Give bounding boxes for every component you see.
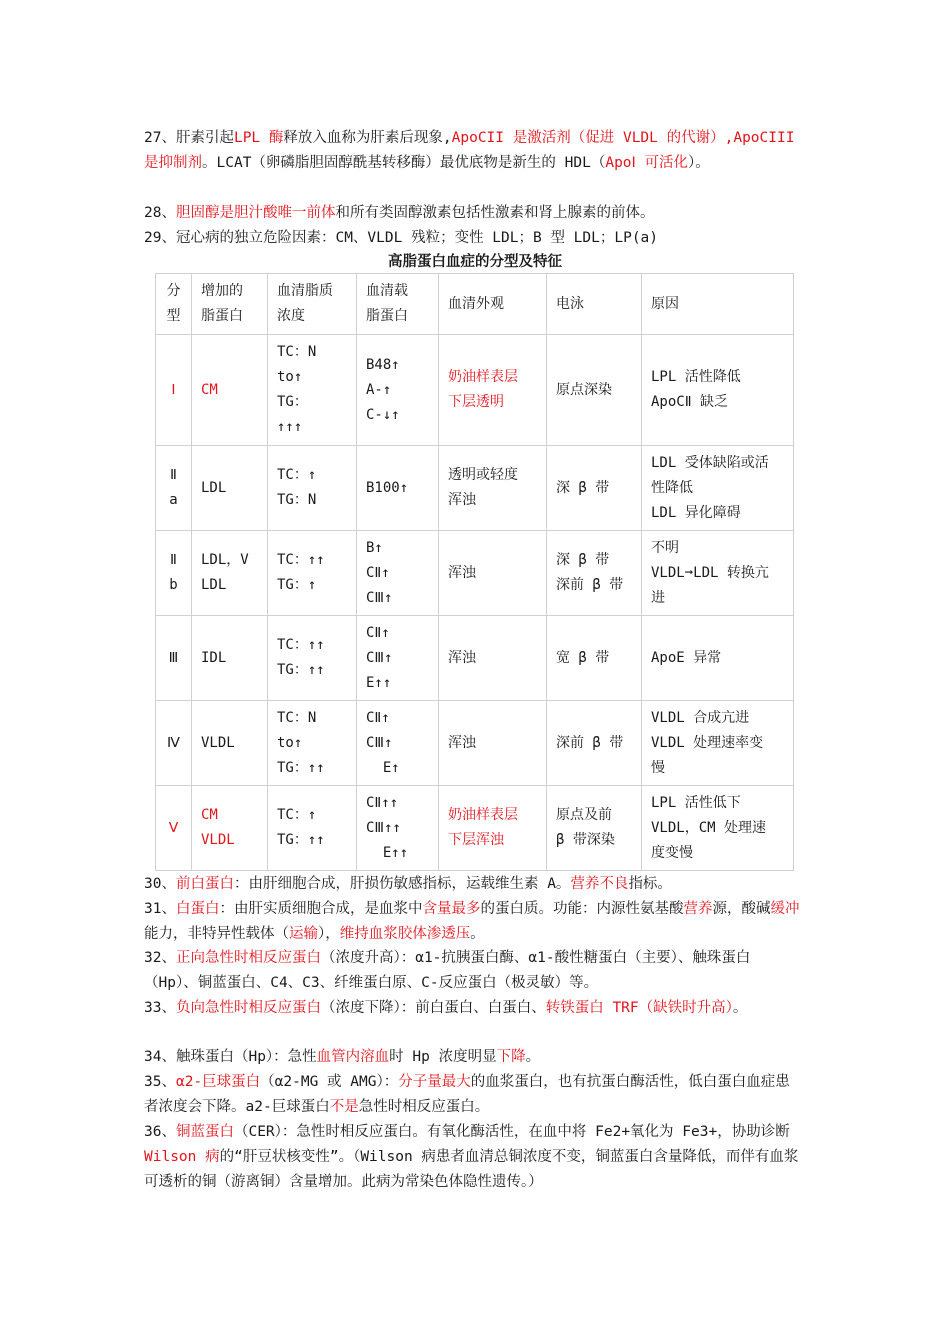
table-caption: 高脂蛋白血症的分型及特征	[388, 254, 562, 270]
paragraph-35	[144, 1070, 800, 1120]
header-text: 分	[166, 283, 181, 299]
cell-text: CⅡ↑	[366, 564, 390, 581]
cell-serum-lipid	[268, 531, 357, 616]
cell-cause	[642, 446, 794, 531]
body-text: 和所有类固醇激素包括性激素和肾上腺素的前体。	[335, 205, 655, 221]
body-text: 的“肝豆状核变性”。（Wilson 病患者血清总铜浓度不变，铜蓝蛋白含量降低，而伴有血浆可透析的铜（游离铜）含量增加。此病为常染色体隐性遗传。）	[144, 1149, 799, 1190]
cell-text: ↑↑↑	[277, 419, 303, 435]
cell-text: 深前 β 带	[556, 577, 624, 593]
header-text: 型	[166, 308, 181, 324]
cell-text: TC：N	[277, 344, 317, 360]
cell-lipoprotein	[192, 616, 268, 701]
cell-text: 下层浑浊	[448, 832, 504, 848]
highlighted-text: 转铁蛋白 TRF（缺铁时升高）	[545, 1000, 733, 1016]
header-apolipoprotein	[357, 274, 439, 335]
header-text: 脂蛋白	[366, 308, 408, 324]
cell-text: CⅢ↑	[366, 734, 393, 751]
cell-text: 度变慢	[651, 844, 693, 861]
cell-appearance	[439, 446, 547, 531]
body-text: 28、	[144, 205, 176, 221]
cell-type	[156, 701, 192, 786]
cell-text: VLDL➞LDL 转换亢	[651, 564, 769, 581]
body-text: 急性时相反应蛋白。	[358, 1099, 490, 1115]
cell-appearance	[439, 531, 547, 616]
body-text: 。LCAT（卵磷脂胆固醇酰基转移酶）最优底物是新生的 HDL（	[202, 155, 606, 171]
header-text: 脂蛋白	[201, 308, 243, 324]
body-text: 时 Hp 浓度明显	[389, 1049, 497, 1065]
cell-text: CⅡ↑	[366, 709, 390, 726]
highlighted-text: 负向急性时相反应蛋白	[175, 1000, 321, 1016]
cell-text: CⅢ↑	[366, 589, 393, 606]
cell-text: TC：↑	[277, 467, 317, 483]
cell-text: 不明	[651, 539, 679, 556]
cell-text: LPL 活性降低	[651, 369, 741, 385]
cell-text: 原点深染	[556, 381, 612, 398]
cell-text: CⅢ↑	[366, 649, 393, 666]
cell-text: B100↑	[366, 479, 409, 496]
cell-text: 透明或轻度	[448, 467, 518, 483]
cell-text: 深 β 带	[556, 552, 610, 568]
header-type	[156, 274, 192, 335]
body-text: ：由肝实质细胞合成，是血浆中	[219, 901, 423, 917]
highlighted-text: 正向急性时相反应蛋白	[175, 950, 321, 966]
cell-text: ApoCⅡ 缺乏	[651, 394, 729, 410]
body-text: 30、	[144, 876, 176, 892]
cell-text: Ⅱ	[170, 552, 177, 568]
body-text: （浓度下降）：前白蛋白、白蛋白、	[320, 1000, 546, 1016]
cell-text: Ⅴ	[168, 819, 179, 836]
cell-text: 浑浊	[448, 734, 476, 751]
highlighted-text: α2-巨球蛋白	[175, 1074, 261, 1090]
cell-electrophoresis	[547, 701, 642, 786]
paragraph-32	[144, 946, 800, 996]
cell-text: Ⅱ	[170, 467, 177, 483]
highlighted-text: 血管内溶血	[316, 1049, 390, 1065]
cell-text: TG：↑↑	[277, 662, 325, 678]
cell-text: LDL 异化障碍	[651, 504, 741, 521]
highlighted-text: 营养不良	[570, 876, 629, 892]
body-text: 指标。	[628, 876, 672, 892]
body-text: 29、冠心病的独立危险因素：CM、VLDL 残粒；变性 LDL；B 型 LDL；LP(a)	[144, 230, 659, 246]
cell-text: b	[169, 577, 178, 593]
cell-text: 宽 β 带	[556, 649, 610, 666]
cell-text: β 带深染	[556, 832, 615, 848]
cell-type	[156, 335, 192, 446]
cell-text: A-↑	[366, 381, 392, 398]
cell-electrophoresis	[547, 616, 642, 701]
hyperlipoproteinemia-table	[155, 273, 794, 871]
cell-text: CM	[201, 807, 218, 823]
body-text: ）。	[688, 155, 710, 171]
cell-text: C-↓↑	[366, 406, 400, 423]
highlighted-text: 铜蓝蛋白	[175, 1124, 234, 1140]
table-row	[156, 446, 794, 531]
body-text: （CER）：急性时相反应蛋白。有氧化酶活性，在血中将 Fe2+氧化为 Fe3+，协助诊断	[233, 1124, 790, 1140]
cell-text: CⅡ↑↑	[366, 794, 399, 811]
body-text: 释放入血称为肝素后现象,	[283, 130, 452, 146]
cell-text: B↑	[366, 539, 383, 556]
header-text: 电泳	[556, 295, 584, 312]
body-text: 。	[470, 926, 485, 942]
highlighted-text: ApoⅠ 可活化	[605, 155, 689, 171]
cell-type	[156, 531, 192, 616]
paragraph-29	[144, 226, 800, 251]
cell-text: a	[169, 492, 178, 508]
table-row	[156, 701, 794, 786]
cell-text: B48↑	[366, 356, 400, 373]
cell-appearance	[439, 701, 547, 786]
paragraph-34	[144, 1045, 800, 1070]
table-row	[156, 335, 794, 446]
cell-text: to↑	[277, 734, 303, 751]
table-row	[156, 616, 794, 701]
cell-text: Ⅳ	[167, 734, 180, 751]
cell-text: VLDL 处理速率变	[651, 734, 764, 751]
cell-text: VLDL	[201, 734, 235, 751]
cell-appearance	[439, 786, 547, 871]
paragraph-27	[144, 126, 800, 176]
header-text: 血清外观	[448, 295, 504, 312]
body-text: 33、	[144, 1000, 176, 1016]
header-text: 增加的	[201, 283, 243, 299]
cell-apolipoprotein	[357, 786, 439, 871]
body-text: 的血浆蛋白，也有抗蛋白酶活性，低白蛋白血症患者浓度会下降。a2-巨球蛋白	[144, 1074, 790, 1115]
cell-serum-lipid	[268, 335, 357, 446]
header-cause	[642, 274, 794, 335]
body-text: ：由肝细胞合成，肝损伤敏感指标，运载维生素 A。	[233, 876, 571, 892]
cell-text: TG：↑↑	[277, 832, 325, 848]
cell-text: VLDL 合成亢进	[651, 709, 750, 726]
cell-text: Ⅰ	[171, 381, 176, 398]
paragraph-28	[144, 201, 800, 226]
cell-lipoprotein	[192, 786, 268, 871]
paragraph-31	[144, 897, 800, 947]
cell-cause	[642, 701, 794, 786]
highlighted-text: 前白蛋白	[175, 876, 234, 892]
cell-text: E↑↑	[366, 674, 392, 691]
header-text: 血清载	[366, 283, 408, 299]
cell-cause	[642, 616, 794, 701]
header-text: 浓度	[277, 308, 305, 324]
cell-text: TC：↑	[277, 807, 317, 823]
cell-apolipoprotein	[357, 616, 439, 701]
body-text: 31、	[144, 901, 176, 917]
cell-type	[156, 786, 192, 871]
cell-apolipoprotein	[357, 701, 439, 786]
paragraph-36	[144, 1120, 800, 1195]
cell-text: E↑	[366, 759, 400, 776]
highlighted-text: Wilson 病	[144, 1149, 220, 1165]
cell-text: 浑浊	[448, 649, 476, 666]
cell-text: LDL 受体缺陷或活	[651, 454, 769, 471]
table-header-row	[156, 274, 794, 335]
cell-text: 慢	[651, 759, 665, 776]
cell-type	[156, 446, 192, 531]
body-text: 32、	[144, 950, 176, 966]
paragraph-30	[144, 872, 800, 897]
body-text: 35、	[144, 1074, 176, 1090]
cell-text: VLDL，CM 处理速	[651, 819, 767, 836]
highlighted-text: 白蛋白	[175, 901, 220, 917]
body-text: ），	[318, 926, 340, 942]
cell-text: Ⅲ	[168, 649, 179, 666]
cell-cause	[642, 786, 794, 871]
body-text: 36、	[144, 1124, 176, 1140]
cell-text: 进	[651, 589, 665, 606]
cell-text: 性降低	[651, 479, 693, 496]
highlighted-text: ApoCII 是激活剂（促进 VLDL 的代谢）,ApoCIII 是抑制剂	[144, 130, 795, 171]
cell-text: 奶油样表层	[448, 369, 518, 385]
cell-text: LPL 活性低下	[651, 794, 741, 811]
table-row	[156, 531, 794, 616]
cell-text: E↑↑	[366, 844, 409, 861]
table-row	[156, 786, 794, 871]
cell-text: 原点及前	[556, 807, 612, 823]
cell-lipoprotein	[192, 701, 268, 786]
cell-text: TG：↑	[277, 577, 317, 593]
body-text: 。	[732, 1000, 748, 1016]
cell-text: ApoE 异常	[651, 649, 722, 666]
cell-text: TC：↑↑	[277, 637, 325, 653]
header-text: 血清脂质	[277, 283, 333, 299]
highlighted-text: 分子量最大	[398, 1074, 471, 1090]
cell-serum-lipid	[268, 786, 357, 871]
body-text: （α2-MG 或 AMG）：	[260, 1074, 399, 1090]
highlighted-text: 胆固醇是胆汁酸唯一前体	[175, 205, 336, 221]
cell-text: 下层透明	[448, 394, 504, 410]
cell-text: VLDL	[201, 832, 235, 848]
highlighted-text: 维持血浆胶体渗透压	[339, 926, 471, 942]
body-text: 源，酸碱	[712, 901, 771, 917]
cell-text: 深前 β 带	[556, 734, 624, 751]
cell-text: CM	[201, 381, 218, 398]
cell-text: TC：↑↑	[277, 552, 325, 568]
cell-text: TG：	[277, 394, 308, 410]
cell-text: TG：↑↑	[277, 759, 325, 776]
cell-text: to↑	[277, 369, 303, 385]
cell-text: 浑浊	[448, 492, 476, 508]
cell-text: 奶油样表层	[448, 807, 518, 823]
body-text: 34、触珠蛋白（Hp）：急性	[144, 1049, 317, 1065]
cell-apolipoprotein	[357, 446, 439, 531]
cell-electrophoresis	[547, 446, 642, 531]
cell-text: LDL	[201, 577, 227, 593]
cell-text: TG：N	[277, 492, 317, 508]
highlighted-text: 缓冲	[770, 901, 800, 917]
body-text: （浓度升高）：α1-抗胰蛋白酶、α1-酸性糖蛋白（主要）、触珠蛋白（Hp）、铜蓝蛋白、C4、C3、纤维蛋白原、C-反应蛋白（极灵敏）等。	[144, 950, 751, 991]
cell-lipoprotein	[192, 446, 268, 531]
cell-text: LDL	[201, 479, 227, 496]
cell-text: 深 β 带	[556, 479, 610, 496]
cell-apolipoprotein	[357, 531, 439, 616]
cell-lipoprotein	[192, 335, 268, 446]
body-text: 能力，非特异性载体（	[144, 926, 289, 942]
highlighted-text: 运输	[289, 926, 318, 942]
cell-appearance	[439, 616, 547, 701]
highlighted-text: 营养	[683, 901, 713, 917]
header-text: 原因	[651, 295, 679, 312]
highlighted-text: 含量最多	[422, 901, 481, 917]
cell-cause	[642, 335, 794, 446]
highlighted-text: 下降	[496, 1049, 526, 1065]
cell-serum-lipid	[268, 701, 357, 786]
cell-text: 浑浊	[448, 564, 476, 581]
cell-type	[156, 616, 192, 701]
cell-text: LDL，V	[201, 552, 249, 568]
header-appearance	[439, 274, 547, 335]
cell-serum-lipid	[268, 446, 357, 531]
cell-cause	[642, 531, 794, 616]
cell-electrophoresis	[547, 786, 642, 871]
header-electrophoresis	[547, 274, 642, 335]
highlighted-text: 不是	[329, 1099, 359, 1115]
body-text: 。	[525, 1049, 541, 1065]
body-text: 27、肝素引起	[144, 130, 234, 146]
highlighted-text: LPL 酶	[233, 130, 284, 146]
cell-electrophoresis	[547, 531, 642, 616]
body-text: 的蛋白质。功能：内源性氨基酸	[480, 901, 684, 917]
cell-text: CⅢ↑↑	[366, 819, 401, 836]
cell-lipoprotein	[192, 531, 268, 616]
header-serum-lipid	[268, 274, 357, 335]
cell-text: TC：N	[277, 709, 317, 726]
cell-serum-lipid	[268, 616, 357, 701]
paragraph-33	[144, 996, 800, 1021]
cell-text: IDL	[201, 649, 227, 666]
cell-apolipoprotein	[357, 335, 439, 446]
cell-text: CⅡ↑	[366, 624, 390, 641]
cell-electrophoresis	[547, 335, 642, 446]
cell-appearance	[439, 335, 547, 446]
header-lipoprotein	[192, 274, 268, 335]
